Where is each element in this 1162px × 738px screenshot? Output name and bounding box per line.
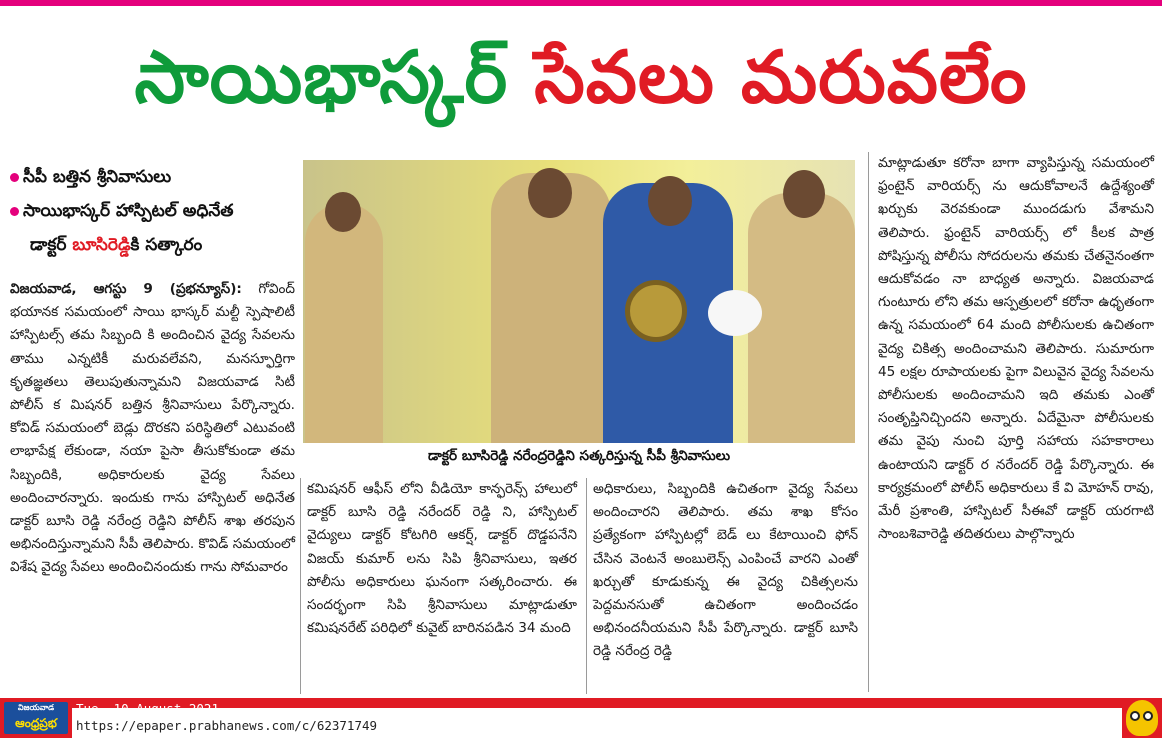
headline-red-part: సేవలు మరువలేం — [534, 35, 1028, 119]
subheading-bullets — [10, 160, 295, 262]
owl-mascot-icon — [1126, 700, 1158, 736]
photo-person-head — [325, 192, 361, 232]
photo-person-head — [528, 168, 572, 218]
epaper-link[interactable]: https://epaper.prabhanews.com/c/62371749 — [76, 718, 378, 733]
column-2-text: కమిషనర్ ఆఫీస్ లోని వీడియో కాన్ఫరెన్స్ హాలులో డాక్టర్ బూసి రెడ్డి నరేందర్ రెడ్డి ని, హాస్పిటల్ వైద్యులు డాక్టర్ కోటగిరి ఆకర్ష్, డాక్టర్ దొడ్డపనేని విజయ్ కుమార్ లను సిపి శ్రీనివాసులు, ఇతర పోలీసు అధికారులు ఘనంగా సత్కరించారు. ఈ సందర్భంగా సిపి శ్రీనివాసులు మాట్లాడుతూ కమిషనరేట్ పరిధిలో కువైట్ బారినపడిన 34 మంది — [307, 481, 577, 637]
newspaper-logo: విజయవాడ ఆంధ్రప్రభ — [4, 702, 68, 734]
column-divider — [586, 478, 587, 694]
top-color-rule — [0, 0, 1162, 6]
article-headline — [0, 22, 1162, 132]
flower-bouquet-icon — [708, 290, 762, 336]
article-photo — [303, 160, 855, 443]
article-column-1 — [10, 278, 295, 580]
column-1-text: గోవింద్ భయానక సమయంలో సాయి భాస్కర్ మల్టీ స్పెషాలిటీ హాస్పిటల్స్ తమ సిబ్బంది కి అందించిన వైద్య సేవలను తాము ఎన్నటికీ మరువలేవని, మనస్ఫూర్తిగా కృతజ్ఞతలు తెలుపుతున్నామని విజయవాడ సిటీ పోలీస్ క మిషనర్ బత్తిన శ్రీనివాసులు పేర్కొన్నారు. కోవిడ్ సమయంలో బెడ్లు దొరకని పరిస్థితిలో ఎటువంటి లాభాపేక్ష లేకుండా, నయా పైసా తీసుకోకుండా తమ సిబ్బందికి, అధికారులకు వైద్య సేవలు అందించారన్నారు. ఇందుకు గాను హాస్పిటల్ అధినేత డాక్టర్ బూసి రెడ్డి నరేంద్ర రెడ్డిని పోలీస్ శాఖ తరపున అభినందిస్తున్నామని సీపీ తెలిపారు. కొవిడ్ సమయంలో విశేష వైద్య సేవలు అందించినందుకు గాను సోమవారం — [10, 281, 295, 576]
photo-person-head — [783, 170, 825, 218]
owl-eye-icon — [1143, 711, 1153, 721]
bullet-item-continued: డాక్టర్ బూసిరెడ్డికి సత్కారం — [30, 235, 203, 255]
photo-person — [305, 203, 383, 443]
bullet-item: సాయిభాస్కర్ హాస్పిటల్ అధినేత — [10, 194, 295, 228]
photo-caption: డాక్టర్ బూసిరెడ్డి నరేంద్రరెడ్డిని సత్కరిస్తున్న సీపీ శ్రీనివాసులు — [427, 448, 731, 464]
photo-person-head — [648, 176, 692, 226]
dateline: విజయవాడ, ఆగస్టు 9 (ప్రభన్యూస్): — [10, 281, 242, 297]
memento-plaque-icon — [625, 280, 687, 342]
bullet-dot-icon — [10, 207, 19, 216]
article-column-4 — [878, 152, 1154, 546]
column-3-text: అధికారులు, సిబ్బందికి ఉచితంగా వైద్య సేవలు అందించారని తెలిపారు. తమ శాఖ కోసం ప్రత్యేకంగా హాస్పిటల్లో బెడ్ లు కేటాయించి ఫోన్ చేసిన వెంటనే అంబులెన్స్ ఎంపించే వారని ఎంతో ఖర్చుతో కూడుకున్న ఈ వైద్య చికిత్సలను పెద్దమనసుతో ఉచితంగా అందించడం అభినందనీయమని సీపీ పేర్కొన్నారు. డాక్టర్ బూసి రెడ్డి నరేంద్ర రెడ్డి — [593, 481, 858, 660]
owl-eye-icon — [1130, 711, 1140, 721]
article-column-2 — [307, 478, 577, 640]
column-divider — [300, 478, 301, 694]
edition-date: Tue, 10 August 2021 — [76, 701, 219, 716]
column-divider — [868, 152, 869, 692]
article-column-3 — [593, 478, 858, 664]
headline-green-part: సాయిభాస్కర్ — [134, 35, 509, 119]
column-4-text: మాట్లాడుతూ కరోనా బాగా వ్యాపిస్తున్న సమయంలో ఫ్రంటైన్ వారియర్స్ ను ఆదుకోవాలనే ఉద్దేశ్యంతో ఖర్చుకు వెరవకుండా ముందడుగు వేశామని తెలిపారు. ఫ్రంటైన్ వారియర్స్ లో కీలక పాత్ర పోషిస్తున్న పోలీసు సోదరులను తమకు చేతనైనంతగా ఆదుకోవడం నా బాధ్యత అన్నారు. విజయవాడ గుంటూరు లోని తమ ఆస్పత్రులలో కరోనా ఉధృతంగా ఉన్న సమయంలో 64 మంది పోలీసులకు ఉచితంగా వైద్య చికిత్స అందించామని తెలిపారు. సుమారుగా 45 లక్షల రూపాయలకు పైగా విలువైన వైద్య సేవలను పోలీసులకు అందించామని ఇది తమకు ఎంతో సంతృప్తినిచ్చిందని అన్నారు. ఏదేమైనా పోలీసులకు తమ వైపు నుంచి పూర్తి సహాయ సహకారాలు ఉంటాయని డాక్టర్ ర నరేందర్ రెడ్డి పేర్కొన్నారు. ఈ కార్యక్రమంలో పోలీస్ అధికారులు కే వి మోహన్ రావు, మేరీ ప్రశాంతి, హాస్పిటల్ సీఈవో డాక్టర్ యరగాటి సాంబశివారెడ్డి తదితరులు పాల్గొన్నారు — [878, 155, 1154, 543]
bullet-dot-icon — [10, 173, 19, 182]
bullet-item: సీపీ బత్తిన శ్రీనివాసులు — [10, 160, 295, 194]
photo-person — [748, 193, 855, 443]
